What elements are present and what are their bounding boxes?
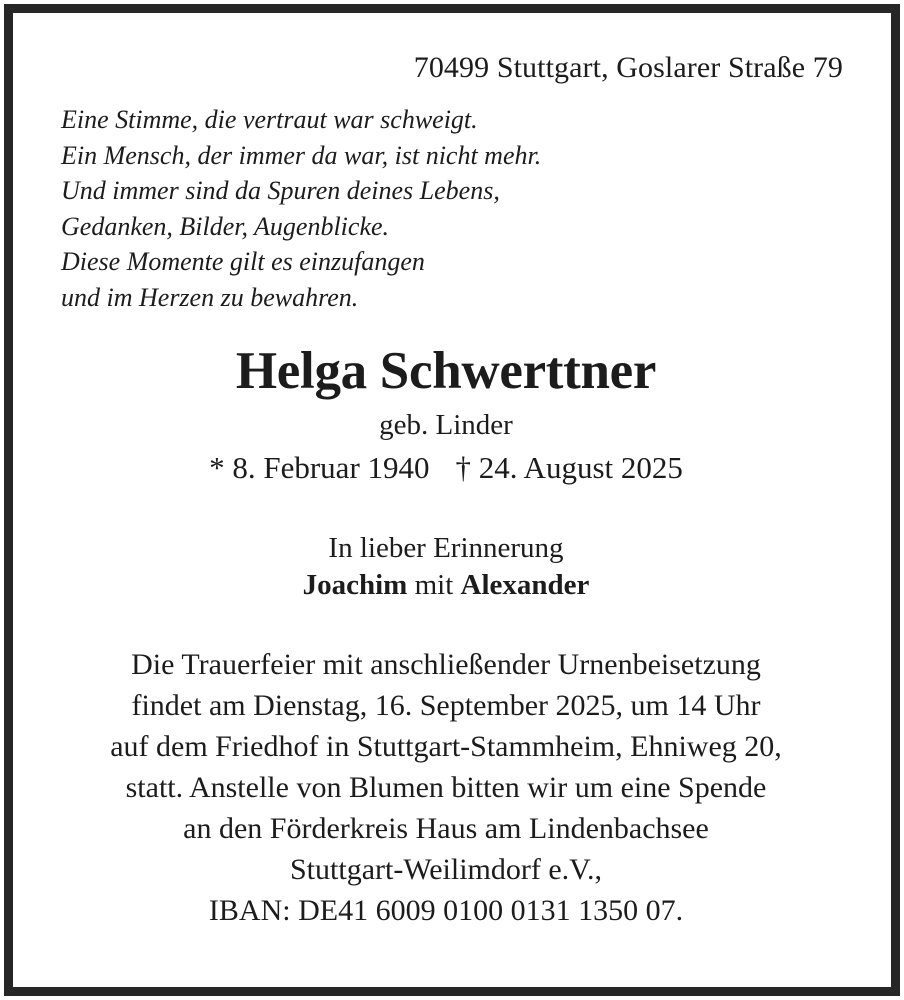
remembrance-intro: In lieber Erinnerung xyxy=(328,532,564,564)
survivor-primary: Joachim xyxy=(302,569,408,601)
memorial-verse xyxy=(47,102,857,315)
arrangements-line: Die Trauerfeier mit anschließender Urnenbeisetzung xyxy=(131,648,761,681)
death-date: † 24. August 2025 xyxy=(455,450,683,485)
survivor-secondary: Alexander xyxy=(460,569,590,601)
deceased-block xyxy=(47,342,857,486)
donation-iban: IBAN: DE41 6009 0100 0131 1350 07. xyxy=(208,894,684,927)
notice-sheet xyxy=(13,13,891,987)
deceased-name: Helga Schwerttner xyxy=(235,342,657,400)
survivors-line xyxy=(47,566,845,605)
funeral-arrangements xyxy=(47,644,857,931)
arrangements-line: auf dem Friedhof in Stuttgart-Stammheim, Ehniweg 20, xyxy=(110,730,782,763)
verse-line: Gedanken, Bilder, Augenblicke. xyxy=(61,211,390,241)
verse-line: Und immer sind da Spuren deines Lebens, xyxy=(61,176,500,205)
arrangements-line: findet am Dienstag, 16. September 2025, um 14 Uhr xyxy=(131,689,761,722)
arrangements-line: statt. Anstelle von Blumen bitten wir um eine Spende xyxy=(125,771,767,804)
deceased-dates xyxy=(47,450,845,486)
mourning-frame xyxy=(4,4,900,996)
birth-date: * 8. Februar 1940 xyxy=(209,450,430,485)
verse-line: Diese Momente gilt es einzufangen xyxy=(61,247,425,276)
remembrance-block xyxy=(47,530,857,605)
arrangements-line: an den Förderkreis Haus am Lindenbachsee xyxy=(183,812,709,845)
verse-line: Ein Mensch, der immer da war, ist nicht mehr. xyxy=(61,140,542,170)
deceased-maiden-name: geb. Linder xyxy=(379,409,513,441)
verse-line: und im Herzen zu bewahren. xyxy=(61,282,359,312)
arrangements-line: Stuttgart-Weilimdorf e.V., xyxy=(290,853,602,886)
address-line: 70499 Stuttgart, Goslarer Straße 79 xyxy=(413,51,843,84)
verse-line: Eine Stimme, die vertraut war schweigt. xyxy=(61,105,478,134)
survivor-conjunction: mit xyxy=(414,569,454,601)
